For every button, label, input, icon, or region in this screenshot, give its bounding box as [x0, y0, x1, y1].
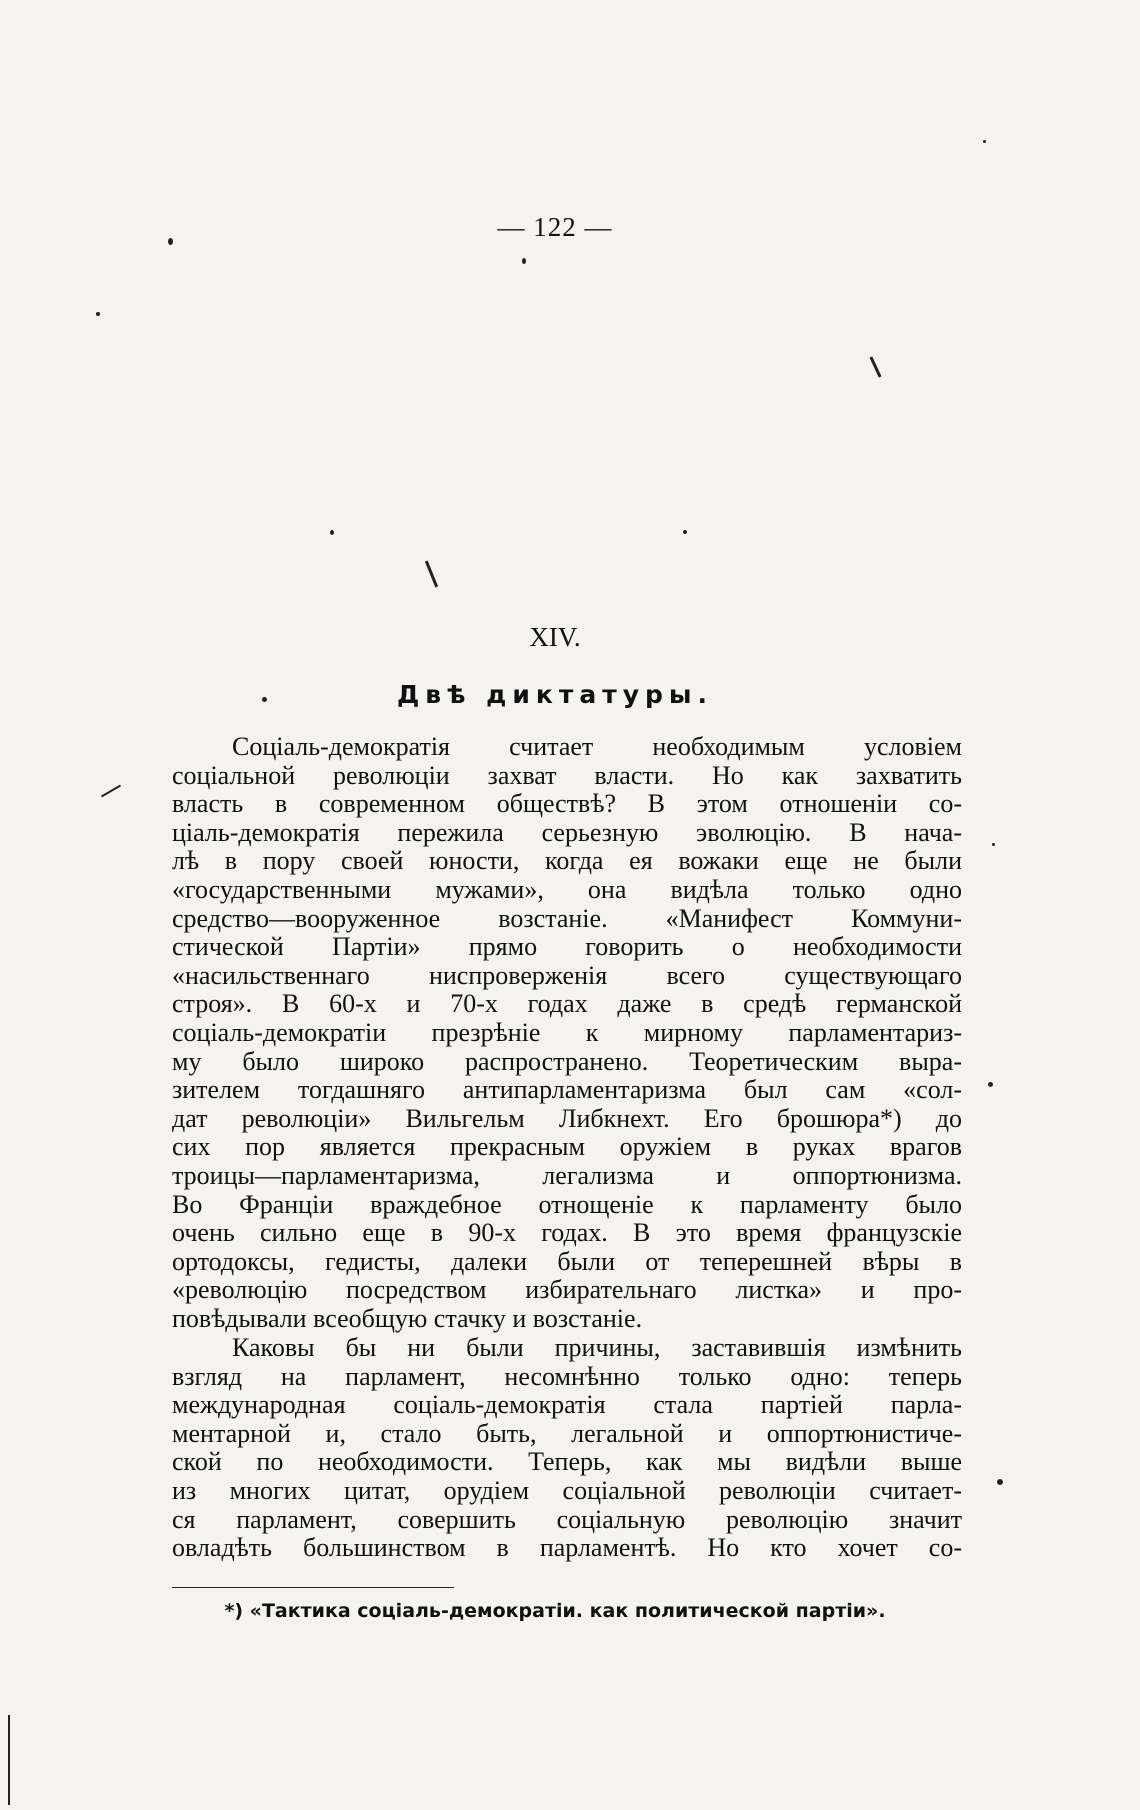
scan-speck [992, 843, 995, 846]
footnote-divider [172, 1587, 454, 1588]
scan-speck [988, 1082, 993, 1087]
scan-speck [168, 238, 173, 245]
text-line: соціаль-демократіи презрѣніе к мирному парламентариз- [172, 1017, 962, 1047]
text-line: троицы—парламентаризма, легализма и оппортюнизма. [172, 1160, 962, 1190]
text-line: Каковы бы ни были причины, заставившія измѣнить [232, 1333, 962, 1362]
text-line: из многих цитат, орудіем соціальной революціи считает- [172, 1475, 962, 1505]
footnote: *) «Тактика соціаль-демократіи. как политической партіи». [224, 1600, 886, 1622]
text-line: зителем тогдашняго антипарламентаризма был сам «сол- [172, 1075, 962, 1105]
text-line: лѣ в пору своей юности, когда ея вожаки еще не были [172, 846, 962, 876]
text-line: стической Партіи» прямо говорить о необходимости [172, 932, 962, 962]
text-line: очень сильно еще в 90-х годах. В это время французскіе [172, 1218, 962, 1248]
text-line: международная соціаль-демократія стала партіей парла- [172, 1390, 962, 1420]
text-line: Во Франціи враждебное отнощеніе к парламенту было [172, 1189, 962, 1219]
scan-speck [522, 258, 526, 264]
text-line: «насильственнаго ниспроверженія всего существующаго [172, 960, 962, 990]
text-line: «революцію посредством избирательнаго листка» и про- [172, 1275, 962, 1305]
paragraph-2 [172, 1334, 962, 1563]
text-line: сих пор является прекрасным оружіем в руках врагов [172, 1132, 962, 1162]
text-line: строя». В 60-х и 70-х годах даже в средѣ германской [172, 989, 962, 1019]
text-line: «государственными мужами», она видѣла только одно [172, 874, 962, 904]
text-line: му было широко распространено. Теоретическим выра- [172, 1046, 962, 1076]
chapter-title: Двѣ диктатуры. [396, 680, 713, 709]
text-line: власть в современном обществѣ? В этом отношеніи со- [172, 789, 962, 819]
scan-mark [869, 356, 881, 377]
scan-speck [997, 1479, 1003, 1485]
text-line: Соціаль-демократія считает необходимым условіем [232, 732, 962, 761]
text-line: овладѣть большинством в парламентѣ. Но кто хочет со- [172, 1533, 962, 1563]
text-line: дат революціи» Вильгельм Либкнехт. Его брошюра*) до [172, 1103, 962, 1133]
scan-mark [101, 785, 121, 798]
page-number: — 122 — [497, 212, 613, 242]
text-line: ся парламент, совершить соціальную революцію значит [172, 1504, 962, 1534]
scan-speck [683, 530, 687, 534]
scan-speck [96, 312, 100, 316]
scan-speck [262, 697, 267, 702]
scan-speck [983, 140, 986, 143]
scan-speck [330, 530, 334, 535]
paragraph-1 [172, 733, 962, 1333]
text-line: взгляд на парламент, несомнѣнно только одно: теперь [172, 1361, 962, 1391]
chapter-number: XIV. [529, 622, 581, 652]
text-line: повѣдывали всеобщую стачку и возстаніе. [172, 1303, 643, 1333]
text-line: ортодоксы, гедисты, далеки были от теперешней вѣры в [172, 1246, 962, 1276]
text-line: ціаль-демократія пережила серьезную эволюцію. В нача- [172, 817, 962, 847]
text-line: ской по необходимости. Теперь, как мы видѣли выше [172, 1447, 962, 1477]
scan-mark [425, 560, 438, 587]
scan-mark [8, 1715, 10, 1805]
text-line: ментарной и, стало быть, легальной и оппортюнистиче- [172, 1418, 962, 1448]
text-line: соціальной революціи захват власти. Но как захватить [172, 760, 962, 790]
text-line: средство—вооруженное возстаніе. «Манифест Коммуни- [172, 903, 962, 933]
